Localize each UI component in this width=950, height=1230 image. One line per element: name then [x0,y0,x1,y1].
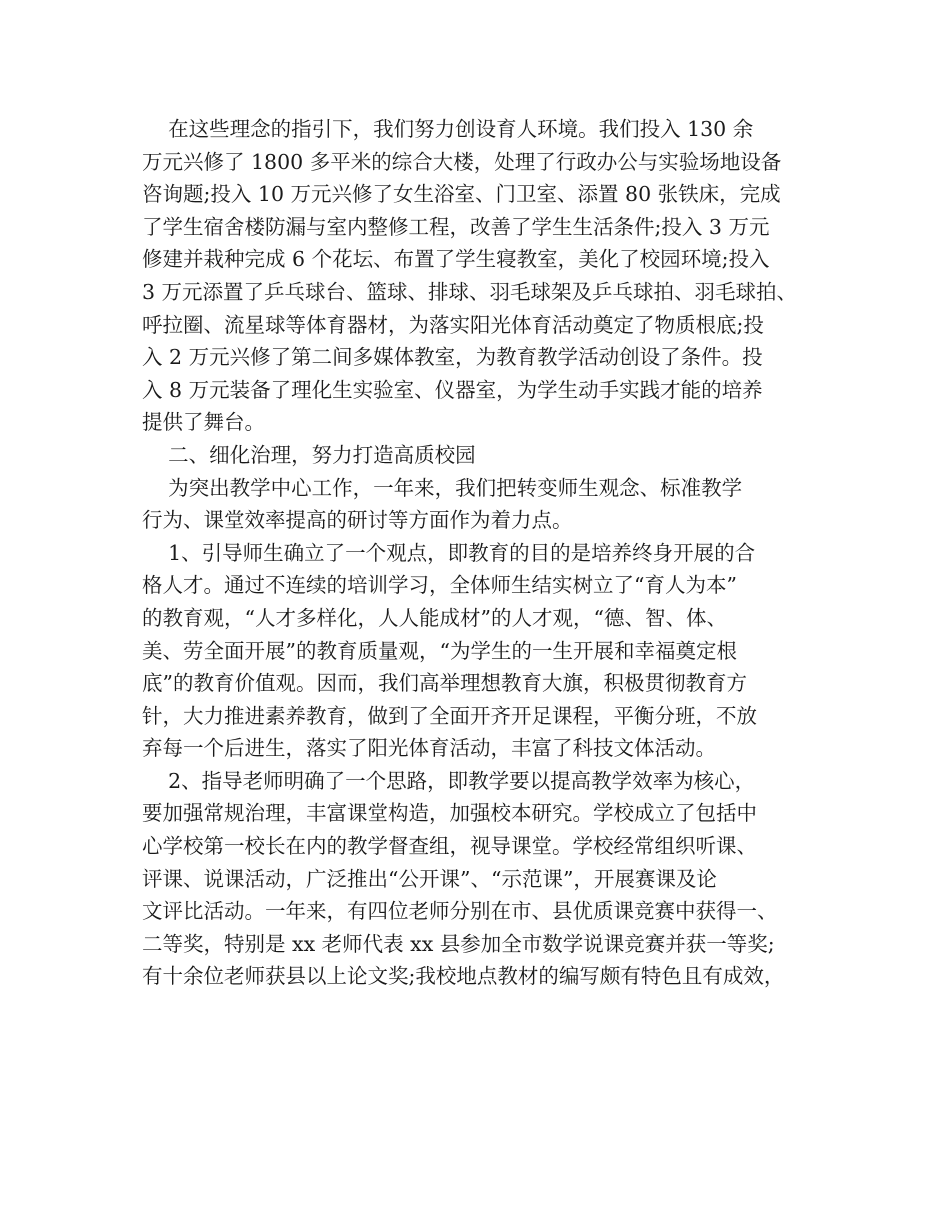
text-line: 1、引导师生确立了一个观点，即教育的目的是培养终身开展的合 [142,540,756,565]
text-line: 针，大力推进素养教育，做到了全面开齐开足课程，平衡分班，不放 [142,703,757,728]
text-line: 弃每一个后进生，落实了阳光体育活动，丰富了科技文体活动。 [142,736,716,761]
text-line: 万元兴修了 1800 多平米的综合大楼，处理了行政办公与实验场地设备 [142,149,782,174]
text-line: 修建并栽种完成 6 个花坛、布置了学生寝教室，美化了校园环境;投入 [142,247,770,272]
text-line: 格人才。通过不连续的培训学习，全体师生结实树立了“育人为本” [142,573,737,598]
section-heading: 二、细化治理，努力打造高质校园 [142,442,476,467]
text-line: 行为、课堂效率提高的研讨等方面作为着力点。 [142,508,573,533]
text-line: 心学校第一校长在内的教学督查组，视导课堂。学校经常组织听课、 [142,834,757,859]
text-line: 的教育观，“人才多样化，人人能成材”的人才观，“德、智、体、 [142,605,727,630]
text-line: 底”的教育价值观。因而，我们高举理想教育大旗，积极贯彻教育方 [142,671,747,696]
text-line: 咨询题;投入 10 万元兴修了女生浴室、门卫室、添置 80 张铁床，完成 [142,182,781,207]
text-line: 提供了舞台。 [142,410,265,435]
text-line: 美、劳全面开展”的教育质量观，“为学生的一生开展和幸福奠定根 [142,638,737,663]
text-line: 要加强常规治理，丰富课堂构造，加强校本研究。学校成立了包括中 [142,801,757,826]
text-line: 2、指导老师明确了一个思路，即教学要以提高教学效率为核心， [142,768,756,793]
document-body [142,113,822,993]
text-line: 二等奖，特别是 xx 老师代表 xx 县参加全市数学说课竞赛并获一等奖; [142,931,775,956]
text-line: 呼拉圈、流星球等体育器材，为落实阳光体育活动奠定了物质根底;投 [142,312,764,337]
text-line: 入 8 万元装备了理化生实验室、仪器室，为学生动手实践才能的培养 [142,377,763,402]
text-line: 在这些理念的指引下，我们努力创设育人环境。我们投入 130 余 [142,117,754,141]
text-line: 评课、说课活动，广泛推出“公开课”、“示范课”，开展赛课及论 [142,866,717,891]
text-line: 有十余位老师获县以上论文奖;我校地点教材的编写颇有特色且有成效， [142,964,785,989]
text-line: 为突出教学中心工作，一年来，我们把转变师生观念、标准教学 [142,475,743,500]
text-line: 文评比活动。一年来，有四位老师分别在市、县优质课竞赛中获得一、 [142,899,778,924]
text-line: 3 万元添置了乒乓球台、篮球、排球、羽毛球架及乒乓球拍、羽毛球拍、 [142,279,798,304]
text-line: 了学生宿舍楼防漏与室内整修工程，改善了学生生活条件;投入 3 万元 [142,214,770,239]
text-line: 入 2 万元兴修了第二间多媒体教室，为教育教学活动创设了条件。投 [142,345,763,370]
